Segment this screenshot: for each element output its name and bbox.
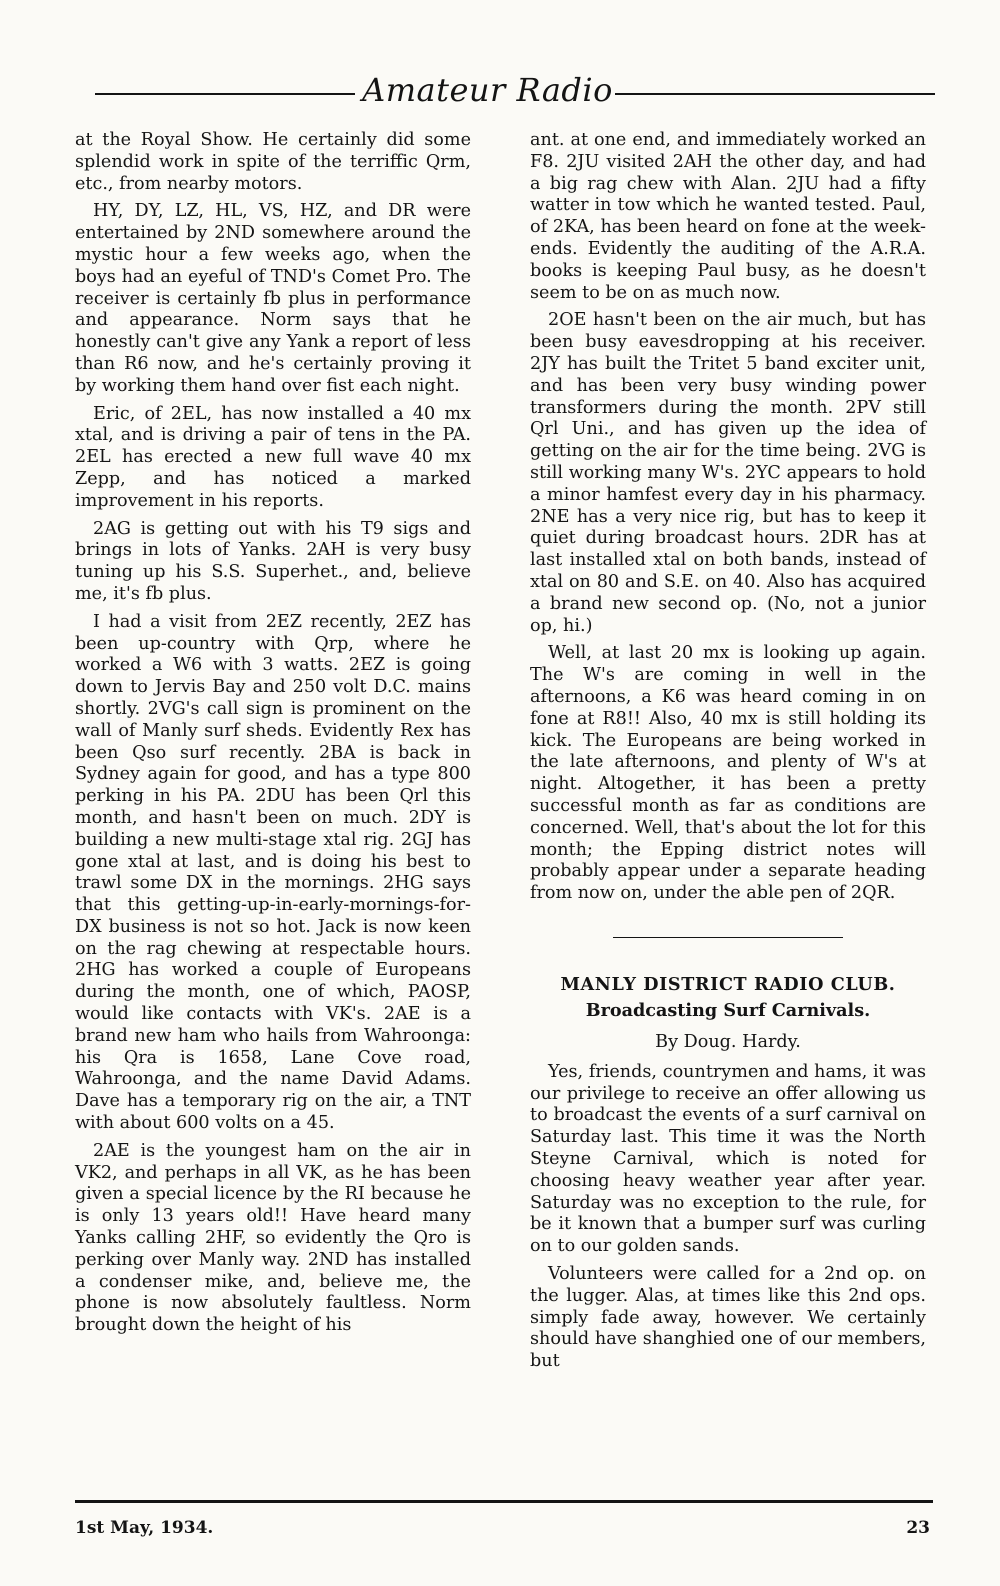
masthead-rule-left [95, 93, 355, 95]
footer-rule [75, 1500, 933, 1503]
paragraph: 2AE is the youngest ham on the air in VK2, and perhaps in all VK, as he has been given a special licence by the RI because he is only 13 years old!! Have heard many Yanks calling 2HF, so evidently the Qro is perking over Manly way. 2ND has installed a condenser mike, and, believe me, the phone is now absolutely faultless. Norm brought down the height of his [75, 1140, 471, 1336]
masthead [95, 70, 935, 110]
left-column [75, 130, 471, 1343]
section-divider [613, 937, 843, 939]
paragraph: HY, DY, LZ, HL, VS, HZ, and DR were entertained by 2ND somewhere around the mystic hour a few weeks ago, when the boys had an eyeful of TND's Comet Pro. The receiver is certainly fb plus in performance and appearance. Norm says that he honestly can't give any Yank a report of less than R6 now, and he's certainly proving it by working them hand over fist each night. [75, 201, 471, 396]
paragraph: Eric, of 2EL, has now installed a 40 mx xtal, and is driving a pair of tens in the PA. 2EL has erected a new full wave 40 mx Zepp, and has noticed a marked improvement in his reports. [75, 403, 471, 511]
paragraph: I had a visit from 2EZ recently, 2EZ has been up-country with Qrp, where he worked a W6 with 3 watts. 2EZ is going down to Jervis Bay and 250 volt D.C. mains shortly. 2VG's call sign is prominent on the wall of Manly surf sheds. Evidently Rex has been Qso surf recently. 2BA is back in Sydney again for good, and has a type 800 perking in his PA. 2DU has been Qrl this month, and hasn't been on much. 2DY is building a new multi-stage xtal rig. 2GJ has gone xtal at last, and is doing his best to trawl some DX in the mornings. 2HG says that this getting-up-in-early-mornings-for-DX business is not so hot. Jack is now keen on the rag chewing at respectable hours. 2HG has worked a couple of Europeans during the month, one of which, PAOSP, would like contacts with VK's. 2AE is a brand new ham who hails from Wahroonga: his Qra is 1658, Lane Cove road, Wahroonga, and the name David Adams. Dave has a temporary rig on the air, a TNT with about 600 volts on a 45. [75, 611, 471, 1134]
club-subheading: Broadcasting Surf Carnivals. [585, 1000, 871, 1022]
page-number: 23 [906, 1518, 930, 1538]
club-heading: MANLY DISTRICT RADIO CLUB. [560, 974, 896, 996]
paragraph: Volunteers were called for a 2nd op. on the lugger. Alas, at times like this 2nd ops. simply fade away, however. We certainly should have shanghied one of our members, but [530, 1263, 926, 1372]
paragraph: 2AG is getting out with his T9 sigs and brings in lots of Yanks. 2AH is very busy tuning up his S.S. Superhet., and, believe me, it's fb plus. [75, 518, 471, 604]
masthead-rule-right [615, 93, 935, 95]
paragraph: at the Royal Show. He certainly did some splendid work in spite of the terriffic Qrm, etc., from nearby motors. [75, 130, 471, 194]
paragraph: ant. at one end, and immediately worked an F8. 2JU visited 2AH the other day, and had a big rag chew with Alan. 2JU had a fifty watter in tow which he wanted tested. Paul, of 2KA, has been heard on fone at the week-ends. Evidently the auditing of the A.R.A. books is keeping Paul busy, as he doesn't seem to be on as much now. [530, 130, 926, 303]
paragraph: Well, at last 20 mx is looking up again. The W's are coming in well in the afternoons, a K6 was heard coming in on fone at R8!! Also, 40 mx is still holding its kick. The Europeans are being worked in the late afternoons, and plenty of W's at night. Altogether, it has been a pretty successful month as far as conditions are concerned. Well, that's about the lot for this month; the Epping district notes will probably appear under a separate heading from now on, under the able pen of 2QR. [530, 643, 926, 904]
right-column [530, 130, 926, 1379]
byline: By Doug. Hardy. [655, 1031, 801, 1052]
masthead-title: Amateur Radio [362, 71, 613, 109]
paragraph: Yes, friends, countrymen and hams, it was our privilege to receive an offer allowing us to broadcast the events of a surf carnival on Saturday last. This time it was the North Steyne Carnival, which is noted for choosing heavy weather year after year. Saturday was no exception to the rule, for be it known that a bumper surf was curling on to our golden sands. [530, 1061, 926, 1257]
footer-date: 1st May, 1934. [75, 1518, 214, 1538]
paragraph: 2OE hasn't been on the air much, but has been busy eavesdropping at his receiver. 2JY has built the Tritet 5 band exciter unit, and has been very busy winding power transformers during the month. 2PV still Qrl Uni., and has given up the idea of getting on the air for the time being. 2VG is still working many W's. 2YC appears to hold a minor hamfest every day in his pharmacy. 2NE has a very nice rig, but has to keep it quiet during broadcast hours. 2DR has at last installed xtal on both bands, instead of xtal on 80 and S.E. on 40. Also has acquired a brand new second op. (No, not a junior op, hi.) [530, 310, 926, 636]
